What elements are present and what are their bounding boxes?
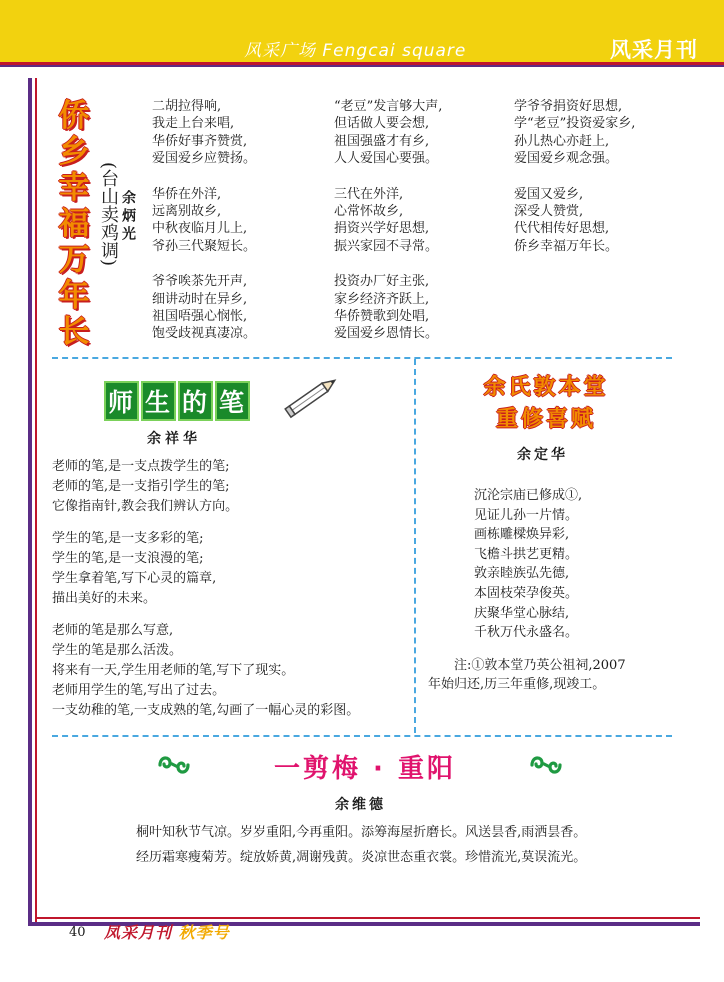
verse-line: 敦亲睦族弘先德, <box>474 566 570 582</box>
text-line: 老师的笔是那么写意, <box>52 623 174 638</box>
verse-line: 庆聚华堂心脉结, <box>474 605 570 621</box>
poem3-title <box>426 372 666 436</box>
verse-line: 沉沦宗庙已修成①, <box>474 488 583 503</box>
stanza <box>152 273 256 343</box>
text-line: 描出美好的未来。 <box>52 591 157 606</box>
verse-line: 祖国强盛才有乡, <box>334 133 430 149</box>
stanza <box>334 273 442 343</box>
verse-line: 华侨赞歌到处唱, <box>334 309 430 325</box>
pencil-icon <box>280 372 342 422</box>
verse-line: 细讲动时在异乡, <box>152 291 248 307</box>
verse-line: 爱国爱乡恩情长。 <box>334 326 439 342</box>
poem1-title-char: 幸 <box>58 170 90 206</box>
verse-line: 爷爷唉茶先开声, <box>152 274 248 290</box>
poem2-title-char: 笔 <box>215 381 250 421</box>
verse-line: 爱国爱乡观念强。 <box>514 151 619 167</box>
poem1-column-1 <box>152 98 256 361</box>
left-border-red <box>35 78 37 926</box>
scroll-ornament-right-icon <box>528 752 564 785</box>
paragraph <box>52 529 359 609</box>
poem1-title-char: 乡 <box>58 134 90 170</box>
text-line: 老师的笔,是一支指引学生的笔; <box>52 479 230 494</box>
poem1-title-char: 长 <box>58 314 90 350</box>
poem1-title-char: 年 <box>58 278 90 314</box>
verse-line: 华侨好事齐赞赏, <box>152 133 248 149</box>
poem2-title-char: 的 <box>178 381 213 421</box>
poem3-title-line: 重修喜赋 <box>495 407 596 432</box>
text-line: 它像指南针,教会我们辨认方向。 <box>52 499 239 514</box>
verse-line: 家乡经济齐跃上, <box>334 291 430 307</box>
text-line: 老师的笔,是一支点拨学生的笔; <box>52 459 230 474</box>
paragraph <box>52 621 359 721</box>
poem4-title: 一剪梅 · 重阳 <box>274 754 456 784</box>
poem3-author: 余定华 <box>517 447 568 463</box>
text-line: 将来有一天,学生用老师的笔,写下了现实。 <box>52 663 295 678</box>
poem4-author: 余维德 <box>335 797 386 813</box>
verse-line: 本固枝荣孕俊英。 <box>474 585 579 601</box>
stanza <box>152 98 256 168</box>
poem3-verse <box>474 486 582 643</box>
verse-line: 二胡拉得响, <box>152 99 222 114</box>
poem2-title-char: 生 <box>141 381 176 421</box>
poem1-title-char: 万 <box>58 242 90 278</box>
text-line: 老师用学生的笔,写出了过去。 <box>52 683 226 698</box>
verse-line: 捐资兴学好思想, <box>334 221 430 237</box>
verse-line: 见证儿孙一片情。 <box>474 507 579 523</box>
verse-line: 千秋万代永盛名。 <box>474 625 579 641</box>
poem1-title-char: 侨 <box>58 98 90 134</box>
bottom-border-red <box>35 917 700 919</box>
header-rule-purple <box>0 65 724 67</box>
paragraph <box>52 457 359 517</box>
left-border-purple <box>28 78 32 926</box>
verse-line: 侨乡幸福万年长。 <box>514 238 619 254</box>
verse-line: 远离别故乡, <box>152 204 222 220</box>
verse-line: 飞檐斗拱艺更精。 <box>474 546 579 562</box>
verse-line: 学“老豆”投资爱家乡, <box>514 116 636 132</box>
verse-line: 深受人赞赏, <box>514 204 584 220</box>
footnote-line: 年始归还,历三年重修,现竣工。 <box>428 677 606 692</box>
text-line: 学生的笔,是一支浪漫的笔; <box>52 551 204 566</box>
stanza <box>334 98 442 168</box>
stanza <box>514 186 635 256</box>
text-line: 学生的笔是那么活泼。 <box>52 643 183 658</box>
poem3-title-line: 余氏敦本堂 <box>483 375 609 400</box>
poem1-author: 余炳光 <box>120 190 136 244</box>
verse-line: 代代相传好思想, <box>514 221 610 237</box>
verse-line: 学爷爷捐资好思想, <box>514 99 623 114</box>
verse-line: 我走上台来唱, <box>152 116 235 132</box>
paragraph: 桐叶知秋节气凉。岁岁重阳,今再重阳。添筹海屋折磨长。风送昙香,雨洒昙香。 <box>136 825 587 840</box>
poem1-subtitle: (台山卖鸡调) <box>98 162 119 267</box>
verse-line: 爱国爱乡应赞扬。 <box>152 151 257 167</box>
verse-line: 三代在外洋, <box>334 186 404 202</box>
poem4-body <box>110 823 612 873</box>
text-line: 一支幼稚的笔,一支成熟的笔,勾画了一幅心灵的彩图。 <box>52 703 360 718</box>
stanza <box>514 98 635 168</box>
verse-line: 饱受歧视真凄凉。 <box>152 326 257 342</box>
verse-line: 中秋夜临月儿上, <box>152 221 248 237</box>
verse-line: 投资办厂好主张, <box>334 274 430 290</box>
magazine-brand: 风采月刊 <box>610 38 698 62</box>
verse-line: 画栋雕樑焕异彩, <box>474 527 570 543</box>
verse-line: 祖国唔强心悯怅, <box>152 309 248 325</box>
divider-bottom <box>52 735 672 737</box>
page-number: 40 <box>69 925 86 940</box>
poem1-title <box>52 98 96 350</box>
section-title: 风采广场 Fengcai square <box>244 41 467 61</box>
poem2-title-char: 师 <box>104 381 139 421</box>
divider-vertical <box>414 359 416 733</box>
verse-line: 振兴家园不寻常。 <box>334 238 439 254</box>
verse-line: 孙儿热心亦赶上, <box>514 133 610 149</box>
poem2-title <box>104 381 252 421</box>
verse-line: 华侨在外洋, <box>152 186 222 202</box>
poem3-footnote <box>428 656 668 694</box>
verse-line: 人人爱国心要强。 <box>334 151 439 167</box>
scroll-ornament-left-icon <box>156 752 192 785</box>
stanza <box>152 186 256 256</box>
verse-line: 爷孙三代聚短长。 <box>152 238 257 254</box>
verse-line: 心常怀故乡, <box>334 204 404 220</box>
divider-top <box>52 357 672 359</box>
stanza <box>334 186 442 256</box>
poem1-column-2 <box>334 98 442 361</box>
footer-issue: 秋季号 <box>178 923 230 942</box>
text-line: 学生拿着笔,写下心灵的篇章, <box>52 571 217 586</box>
footer-magazine-name: 凤采月刊 <box>104 923 173 942</box>
verse-line: 但话做人要会想, <box>334 116 430 132</box>
verse-line: “老豆”发言够大声, <box>334 99 443 114</box>
poem2-author: 余祥华 <box>147 431 201 447</box>
poem1-title-char: 福 <box>58 206 90 242</box>
poem1-column-3 <box>514 98 635 273</box>
text-line: 学生的笔,是一支多彩的笔; <box>52 531 204 546</box>
paragraph: 经历霜寒瘦菊芳。绽放娇黄,凋谢残黄。炎凉世态重衣裳。珍惜流光,莫误流光。 <box>136 850 587 865</box>
poem2-body <box>52 457 359 733</box>
header-band <box>0 0 724 62</box>
footnote-line: 注:①敦本堂乃英公祖祠,2007 <box>454 658 626 673</box>
verse-line: 爱国又爱乡, <box>514 186 584 202</box>
footer-magazine <box>104 920 230 943</box>
